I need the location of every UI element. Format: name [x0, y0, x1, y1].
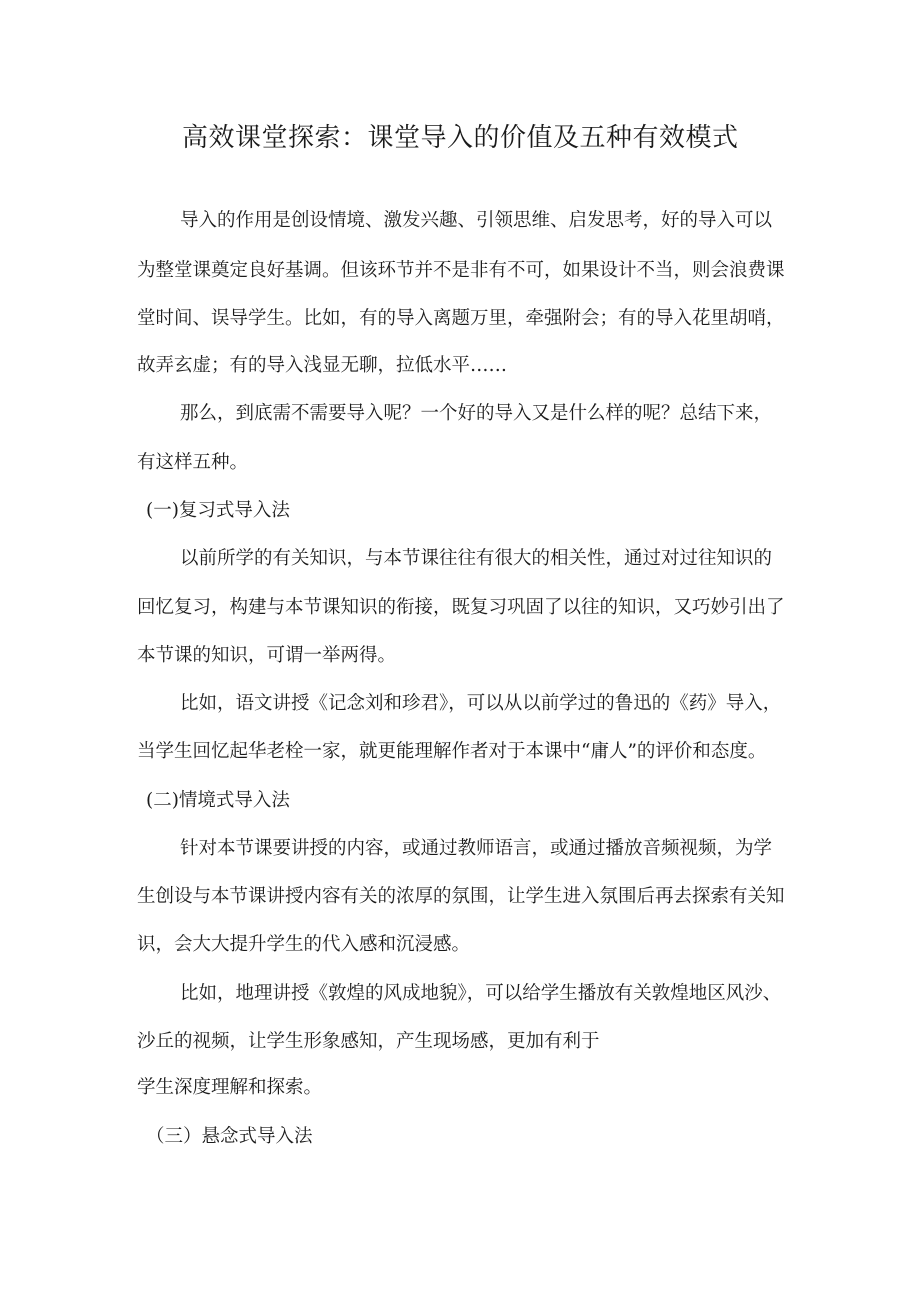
paragraph-line: 学生深度理解和探索。: [137, 1077, 323, 1098]
paragraph-line: 堂时间、误导学生。比如，有的导入离题万里，牵强附会；有的导入花里胡哨，: [137, 308, 785, 329]
paragraph-line: 沙丘的视频，让学生形象感知，产生现场感，更加有利于: [137, 1031, 600, 1052]
paragraph-line: 回忆复习，构建与本节课知识的衔接，既复习巩固了以往的知识，又巧妙引出了: [137, 597, 785, 618]
document-title: 高效课堂探索：课堂导入的价值及五种有效模式: [182, 123, 739, 153]
paragraph-line: 有这样五种。: [137, 452, 249, 473]
paragraph-line: 生创设与本节课讲授内容有关的浓厚的氛围，让学生进入氛围后再去探索有关知: [137, 886, 785, 907]
paragraph-line: 本节课的知识，可谓一举两得。: [137, 645, 397, 666]
paragraph-line: 比如，语文讲授《记念刘和珍君》，可以从以前学过的鲁迅的《药》导入，: [180, 693, 782, 714]
paragraph-line: 以前所学的有关知识，与本节课往往有很大的相关性，通过对过往知识的: [180, 548, 773, 569]
paragraph-line: 针对本节课要讲授的内容，或通过教师语言，或通过播放音频视频，为学: [180, 838, 773, 859]
section-heading: (二)情境式导入法: [146, 790, 290, 811]
paragraph-line: 比如，地理讲授《敦煌的风成地貌》，可以给学生播放有关敦煌地区风沙、: [180, 983, 782, 1004]
paragraph-line: 当学生回忆起华老栓一家，就更能理解作者对于本课中“庸人”的评价和态度。: [137, 741, 767, 762]
section-heading: (一)复习式导入法: [146, 500, 290, 521]
section-heading: （三）悬念式导入法: [146, 1126, 313, 1147]
paragraph-line: 为整堂课奠定良好基调。但该环节并不是非有不可，如果设计不当，则会浪费课: [137, 260, 785, 281]
paragraph-line: 故弄玄虚；有的导入浅显无聊，拉低水平……: [137, 355, 508, 376]
paragraph-line: 导入的作用是创设情境、激发兴趣、引领思维、启发思考，好的导入可以: [180, 210, 773, 231]
paragraph-line: 识，会大大提升学生的代入感和沉浸感。: [137, 934, 471, 955]
paragraph-line: 那么，到底需不需要导入呢？一个好的导入又是什么样的呢？总结下来，: [180, 403, 773, 424]
